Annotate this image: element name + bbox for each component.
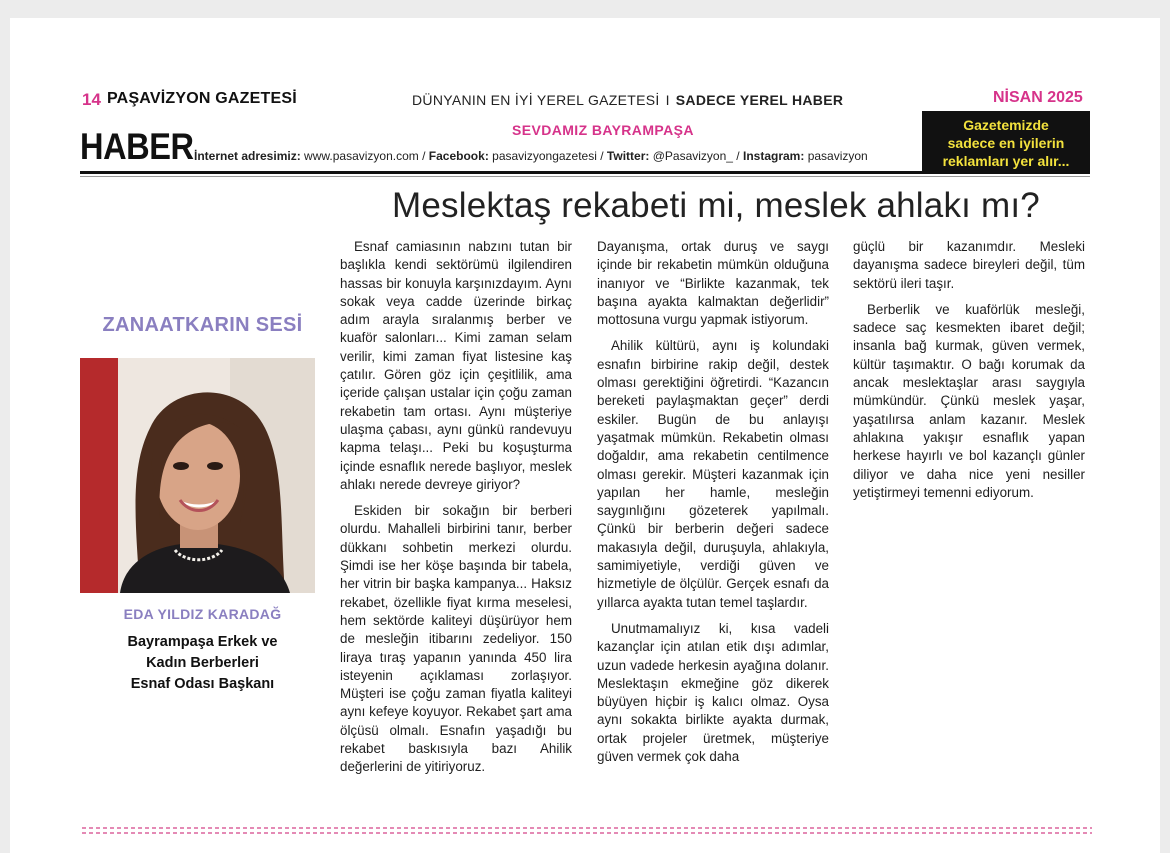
section-title: HABER [80,126,194,167]
column-title: ZANAATKARIN SESİ [102,314,303,336]
issue-date: NİSAN 2025 [993,89,1083,106]
paragraph: güçlü bir kazanımdır. Mesleki dayanışma sadece bireyleri değil, tüm sektörü ileri taşır. [853,239,1085,291]
paragraph: Dayanışma, ortak duruş ve saygı içinde bir rekabetin mümkün olduğuna inanıyor ve “Birlikte kazanmak, tek başına ayakta kalmaktan değerlidir” mottosuna vurgu yapmak istiyorum. [597,239,829,328]
ad-box [922,111,1090,173]
separator: / [600,149,604,163]
ad-line-3: reklamları yer alır... [942,153,1070,169]
article-column-3 [853,238,1085,510]
article-column-1 [340,238,572,785]
footer-dashed-border [82,826,1092,836]
ad-line-2: sadece en iyilerin [947,135,1065,151]
paragraph: Ahilik kültürü, aynı iş kolundaki esnafın birbirine rakip değil, destek olması gerektiğini öğretirdi. “Kazancın bereketi paylaşmaktan geçer” derdi eskiler. Bugün de bu anlayışı yaşatmak mümkün. Rekabetin olması doğaldır, ama rekabetin centilmence olması gerekir. Müşteri kazanmak için yapılan her hamle, mesleğin saygınlığını gözeterek yapılmalı. Çünkü bir berberin değeri sadece makasıyla değil, duruşuyla, ahlakıyla, samimiyetiyle, verdiği güven ve hizmetiyle de ölçülür. Gerçek esnafı da yıllarca ayakta tutan temel taşlardır. [597,338,829,610]
slogan: SEVDAMIZ BAYRAMPAŞA [512,122,694,138]
ad-line-1: Gazetemizde [963,117,1049,133]
newspaper-page [10,18,1160,853]
article-column-2 [597,238,829,774]
motto-separator: I [665,92,670,108]
facebook-link[interactable]: pasavizyongazetesi [492,149,597,163]
web-link[interactable]: www.pasavizyon.com [304,149,419,163]
paragraph: Eskiden bir sokağın bir berberi olurdu. Mahalleli birbirini tanır, berber dükkanı sohbetin merkezi olurdu. Şimdi ise her köşe başında bir tabela, her vitrin bir başka kampanya... Haksız rekabet, özellikle fiyat kırma meselesi, hem sektörde kaliteyi düşürüyor hem de mesleğin itibarını zedeliyor. 150 liraya tıraş yapanın yanında 450 lira isteyenin açıklaması zorlaşıyor. Müşteri ise çoğu zaman fiyatla kaliteyi aynı kefeye koyuyor. Rekabet şart ama ölçüsü olmalı. Esnafın yaşadığı bu rekabet baskısıyla bazı Ahilik değerlerini de yitiriyoruz. [340,503,572,775]
separator: / [422,149,426,163]
author-photo [80,358,315,593]
contact-line [194,149,868,163]
paper-name: PAŞAVİZYON GAZETESİ [107,90,297,107]
masthead-rule-thin [80,176,1090,177]
author-title-line-3: Esnaf Odası Başkanı [130,676,275,692]
motto [412,92,843,108]
instagram-label: Instagram: [742,149,805,163]
web-label: İnternet adresimiz: [194,149,301,163]
paragraph: Unutmamalıyız ki, kısa vadeli kazançlar için atılan etik dışı adımlar, uzun vadede herkesin ayağına dolanır. Meslektaşın ekmeğine göz dikerek büyüyen hiçbir iş kalıcı olmaz. Oysa aynı sokakta birlikte ayakta durmak, ortak projeler üretmek, müşteriye güven vermek çok daha [597,620,829,765]
facebook-label: Facebook: [428,149,489,163]
twitter-label: Twitter: [606,149,650,163]
author-title-line-1: Bayrampaşa Erkek ve [127,634,278,650]
author-title [80,632,325,695]
paragraph: Berberlik ve kuaförlük mesleği, sadece saç kesmekten ibaret değil; insanla bağ kurmak, güven vermek, kültür taşımaktır. O bağı korumak da ancak meslektaşlar arası saygıyla mümkündür. Çünkü meslek yaşar, yaşatılırsa anlam kazanır. Meslek ahlakına yakışır esnaflık yapan herkese hayırlı ve bol kazançlı günler diliyor ve daha nice yeni nesiller yetiştirmeyi temenni ediyorum. [853,301,1085,500]
paragraph: Esnaf camiasının nabzını tutan bir başlıkla kendi sektörümü ilgilendiren hassas bir konuyla karşınızdayım. Aynı sokak veya cadde üzerinde birkaç adım arayla sıralanmış berber ve kuaför salonları... Kimi zaman selam verilir, kimi zaman fiyat listesine kaş çatılır. Gören göz için çeşitlilik, ama içeride çalışan ustalar için çoğu zaman rekabetin tam ortası. Aynı müşteriye ulaşma çabası, aynı günkü randevuyu kapma telaşı... Peki bu koşuşturma içinde esnaflık nerede başlıyor, meslek ahlakı nerede devreye giriyor? [340,239,572,492]
motto-left: DÜNYANIN EN İYİ YEREL GAZETESİ [412,92,660,108]
twitter-link[interactable]: @Pasavizyon_ [652,149,733,163]
masthead-rule [80,171,1090,174]
instagram-link[interactable]: pasavizyon [807,149,868,163]
author-portrait-illustration [80,358,315,593]
separator: / [736,149,740,163]
motto-right: SADECE YEREL HABER [675,92,844,108]
author-name: EDA YILDIZ KARADAĞ [123,606,282,622]
page-number: 14 [82,90,101,109]
article-headline: Meslektaş rekabeti mi, meslek ahlakı mı? [392,186,1040,225]
author-title-line-2: Kadın Berberleri [146,655,259,671]
